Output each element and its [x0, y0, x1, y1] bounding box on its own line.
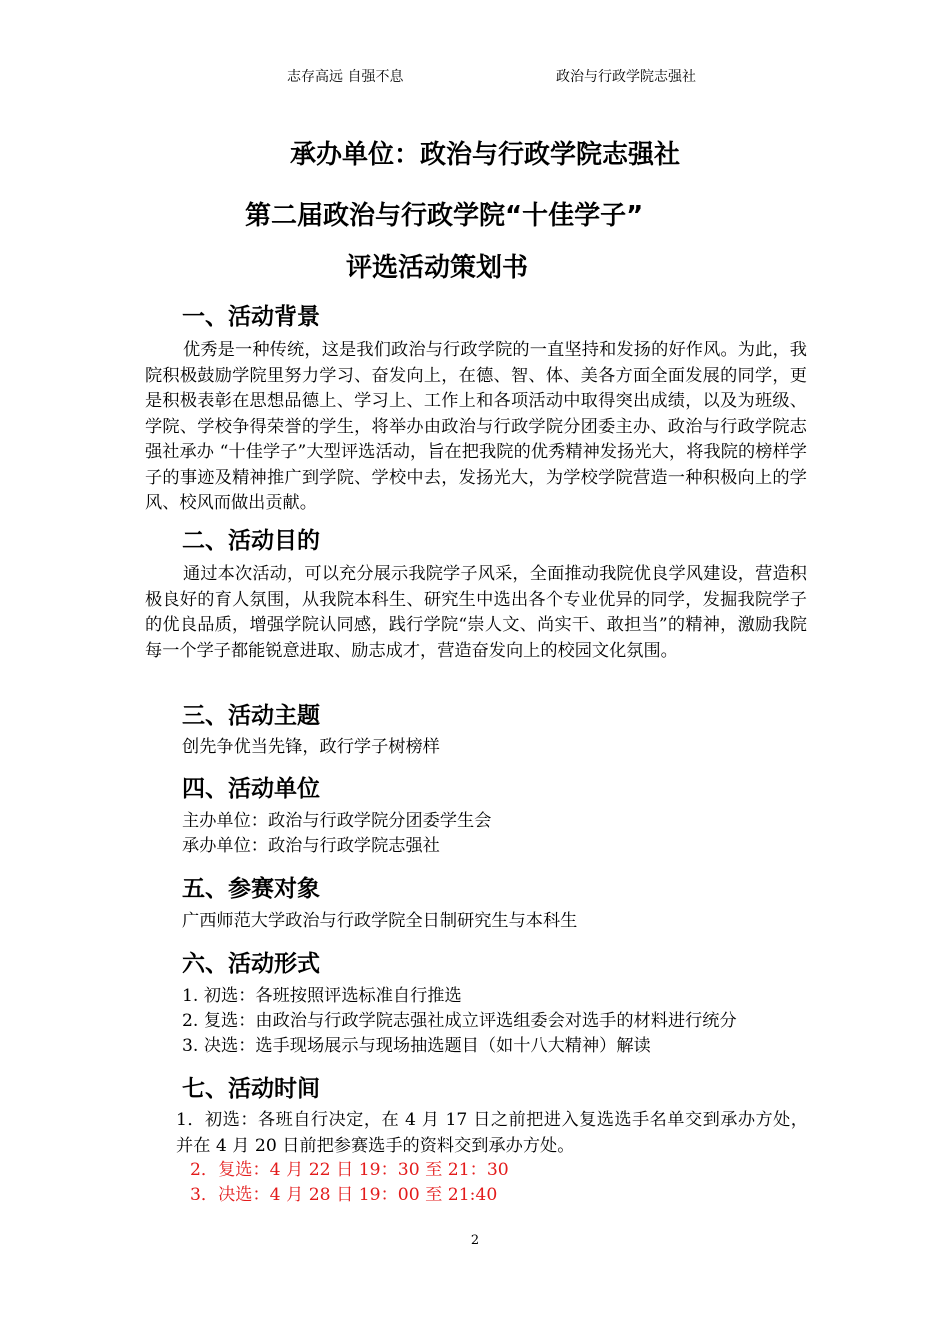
organizer-unit: 承办单位：政治与行政学院志强社: [182, 836, 440, 856]
section-body-theme: 创先争优当先锋，政行学子树榜样: [182, 737, 440, 757]
time-item-3: 3．决选：4 月 28 日 19：00 至 21:40: [190, 1185, 498, 1205]
organizer-title: 承办单位：政治与行政学院志强社: [290, 140, 681, 170]
section-body-participants: 广西师范大学政治与行政学院全日制研究生与本科生: [182, 911, 578, 931]
format-item-3: 3. 决选：选手现场展示与现场抽选题目（如十八大精神）解读: [182, 1036, 651, 1056]
section-heading-theme: 三、活动主题: [182, 703, 320, 729]
section-heading-participants: 五、参赛对象: [182, 876, 320, 902]
section-heading-time: 七、活动时间: [182, 1076, 320, 1102]
section-heading-units: 四、活动单位: [182, 776, 320, 802]
header-motto: 志存高远 自强不息: [287, 69, 404, 85]
section-heading-format: 六、活动形式: [182, 951, 320, 977]
document-title: 第二届政治与行政学院“十佳学子”: [245, 201, 644, 231]
section-heading-background: 一、活动背景: [182, 304, 320, 330]
header-organization: 政治与行政学院志强社: [556, 69, 696, 85]
section-body-purpose: 通过本次活动，可以充分展示我院学子风采，全面推动我院优良学风建设，营造积极良好的育人氛围，从我院本科生、研究生中选出各个专业优异的同学，发掘我院学子的优良品质，增强学院认同感，践行学院“崇人文、尚实干、敢担当”的精神，激励我院每一个学子都能锐意进取、励志成才，营造奋发向上的校园文化氛围。: [145, 564, 807, 661]
format-item-1: 1. 初选：各班按照评选标准自行推选: [182, 986, 462, 1006]
host-unit: 主办单位：政治与行政学院分团委学生会: [182, 811, 492, 831]
time-item-1: 1．初选：各班自行决定，在 4 月 17 日之前把进入复选选手名单交到承办方处，并在 4 月 20 日前把参赛选手的资料交到承办方处。: [176, 1110, 808, 1156]
time-item-2: 2．复选：4 月 22 日 19：30 至 21：30: [190, 1160, 509, 1180]
section-heading-purpose: 二、活动目的: [182, 528, 320, 554]
document-subtitle: 评选活动策划书: [346, 253, 529, 283]
page-number: 2: [470, 1233, 480, 1248]
section-body-background: 优秀是一种传统，这是我们政治与行政学院的一直坚持和发扬的好作风。为此，我院积极鼓励学院里努力学习、奋发向上，在德、智、体、美各方面全面发展的同学，更是积极表彰在思想品德上、学习上、工作上和各项活动中取得突出成绩，以及为班级、学院、学校争得荣誉的学生，将举办由政治与行政学院分团委主办、政治与行政学院志强社承办 “十佳学子”大型评选活动，旨在把我院的优秀精神发扬光大，将我院的榜样学子的事迹及精神推广到学院、学校中去，发扬光大，为学校学院营造一种积极向上的学风、校风而做出贡献。: [145, 340, 807, 513]
format-item-2: 2. 复选：由政治与行政学院志强社成立评选组委会对选手的材料进行统分: [182, 1011, 737, 1031]
